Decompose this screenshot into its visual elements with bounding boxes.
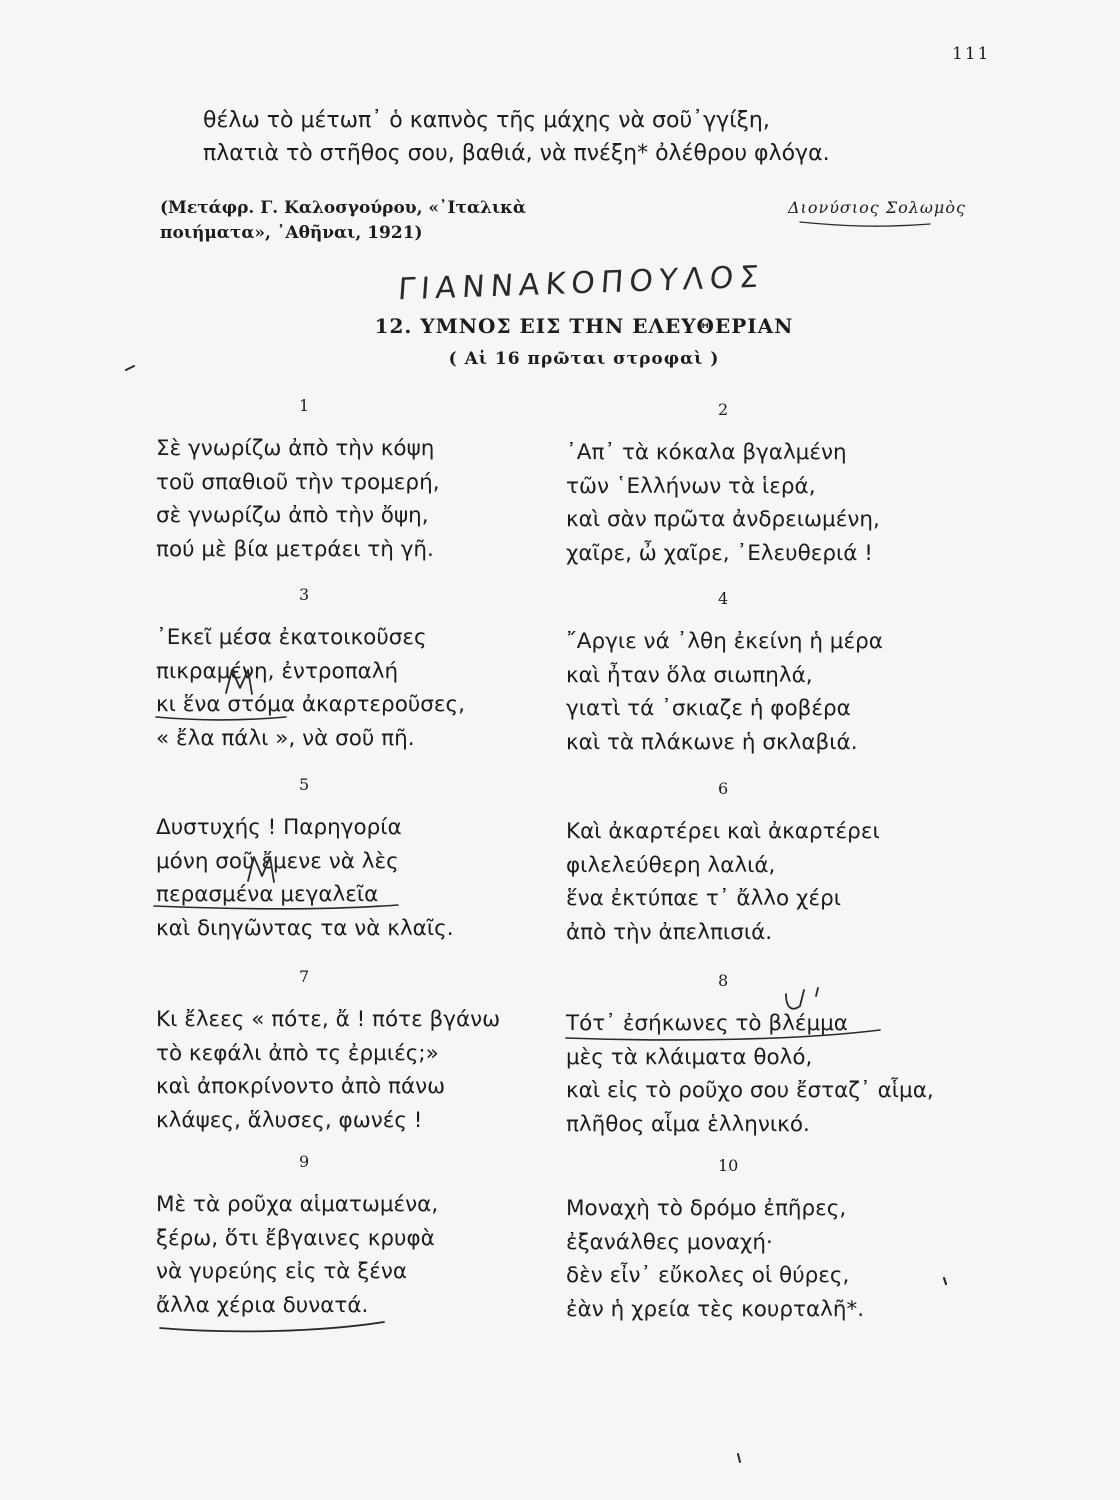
intro-line-2: πλατιὰ τὸ στῆθος σου, βαθιά, νὰ πνέξη* ὀλέθρου φλόγα. bbox=[203, 141, 830, 166]
poem-subtitle: ( Αἱ 16 πρῶται στροφαὶ ) bbox=[448, 349, 720, 369]
stanza-line: τοῦ σπαθιοῦ τὴν τρομερή, bbox=[156, 469, 440, 495]
stanza-lines bbox=[566, 1192, 864, 1326]
stanza-8-correction-mark bbox=[786, 990, 804, 1009]
stanza-line: Τότ᾽ ἐσήκωνες τὸ βλέμμα bbox=[566, 1011, 848, 1036]
stanza-line: καὶ διηγῶντας τα νὰ κλαῖς. bbox=[156, 915, 454, 941]
handwritten-author-name: ΓΙΑΝΝΑΚΟΠΟΥΛΟΣ bbox=[396, 259, 766, 308]
stanza-line: περασμένα μεγαλεῖα bbox=[156, 882, 379, 907]
stanza-line: ἐὰν ἡ χρεία τὲς κουρταλῆ*. bbox=[566, 1296, 865, 1322]
stanza-line: δὲν εἶν᾽ εὔκολες οἱ θύρες, bbox=[566, 1263, 850, 1288]
stanza-line: Μὲ τὰ ροῦχα αἱματωμένα, bbox=[156, 1192, 439, 1217]
stanza-line: ἀπὸ τὴν ἀπελπισιά. bbox=[566, 919, 773, 945]
poem-title: 12. ΥΜΝΟΣ ΕΙΣ ΤΗΝ ΕΛΕΥΘΕΡΙΑΝ bbox=[374, 314, 794, 338]
stanza-lines bbox=[156, 621, 465, 755]
stanza-line: πλῆθος αἷμα ἑλληνικό. bbox=[566, 1111, 810, 1137]
stanza-line: κλάψες, ἅλυσες, φωνές ! bbox=[156, 1107, 423, 1133]
stanza-line: καὶ τὰ πλάκωνε ἡ σκλαβιά. bbox=[566, 729, 858, 755]
stanza-line: νὰ γυρεύης εἰς τὰ ξένα bbox=[156, 1259, 408, 1284]
stanza-line: καὶ ἦταν ὅλα σιωπηλά, bbox=[566, 662, 813, 688]
citation-line-2: ποιήματα», ᾽Αθῆναι, 1921) bbox=[160, 223, 423, 243]
stanza-lines bbox=[156, 432, 440, 566]
stanza-line: Καὶ ἀκαρτέρει καὶ ἀκαρτέρει bbox=[566, 819, 880, 844]
stanza-line: φιλελεύθερη λαλιά, bbox=[566, 852, 776, 878]
stanza-line: τῶν ῾Ελλήνων τὰ ἱερά, bbox=[566, 473, 816, 499]
stanza-line: καὶ ἀποκρίνοντο ἀπὸ πάνω bbox=[156, 1074, 446, 1099]
stanza-number: 8 bbox=[718, 971, 729, 990]
stanza-line: γιατὶ τά ᾽σκιαζε ἡ φοβέρα bbox=[566, 696, 851, 721]
stanza-line: ἕνα ἐκτύπαε τ᾽ ἄλλο χέρι bbox=[566, 886, 841, 911]
stanza-line: ᾽Απ᾽ τὰ κόκαλα βγαλμένη bbox=[566, 440, 847, 465]
stanza-lines bbox=[156, 811, 454, 945]
author-underline-mark bbox=[800, 222, 930, 226]
stanza-line: ᾽Εκεῖ μέσα ἐκατοικοῦσες bbox=[156, 625, 427, 650]
stanza-lines bbox=[156, 1003, 500, 1137]
stanza-line: Σὲ γνωρίζω ἀπὸ τὴν κόψη bbox=[156, 436, 435, 461]
stanza-line: μὲς τὰ κλάιματα θολό, bbox=[566, 1044, 813, 1070]
stanza-number: 10 bbox=[718, 1156, 739, 1175]
margin-mark-bottom bbox=[738, 1454, 740, 1462]
stanza-line: καὶ εἰς τὸ ροῦχο σου ἔσταζ᾽ αἷμα, bbox=[566, 1078, 934, 1103]
stanza-line: μόνη σοῦ ἔμενε νὰ λὲς bbox=[156, 848, 399, 874]
intro-line-1: θέλω τὸ μέτωπ᾽ ὁ καπνὸς τῆς μάχης νὰ σοῦ᾽γγίξη, bbox=[203, 108, 770, 133]
stanza-line: σὲ γνωρίζω ἀπὸ τὴν ὄψη, bbox=[156, 503, 429, 528]
citation-line-1: (Μετάφρ. Γ. Καλοσγούρου, «᾽Ιταλικὰ bbox=[160, 198, 526, 218]
stanza-line: καὶ σὰν πρῶτα ἀνδρειωμένη, bbox=[566, 507, 880, 532]
stanza-line: τὸ κεφάλι ἀπὸ τς ἐρμιές;» bbox=[156, 1040, 439, 1066]
margin-mark-right bbox=[944, 1278, 946, 1284]
stanza-lines bbox=[566, 1007, 934, 1141]
stanza-number: 2 bbox=[718, 400, 729, 419]
stanza-number: 3 bbox=[299, 585, 310, 604]
translation-citation bbox=[160, 196, 526, 246]
stanza-line: Κι ἔλεες « πότε, ἄ ! πότε βγάνω bbox=[156, 1007, 501, 1032]
stanza-number: 1 bbox=[299, 396, 310, 415]
stanza-lines bbox=[566, 625, 883, 759]
stanza-lines bbox=[566, 815, 880, 949]
author-signature: Διονύσιος Σολωμὸς bbox=[788, 198, 966, 217]
stanza-number: 4 bbox=[718, 589, 729, 608]
stanza-line: ξέρω, ὅτι ἔβγαινες κρυφὰ bbox=[156, 1225, 435, 1251]
page-number: 111 bbox=[952, 44, 991, 64]
stanza-line: πού μὲ βία μετράει τὴ γῆ. bbox=[156, 536, 434, 562]
stanza-line: ῎Αργιε νά ᾽λθη ἐκείνη ἡ μέρα bbox=[566, 629, 883, 654]
stanza-line: πικραμένη, ἐντροπαλή bbox=[156, 658, 399, 684]
stanza-9-underline-mark bbox=[160, 1322, 384, 1331]
stanza-lines bbox=[156, 1188, 438, 1322]
stanza-number: 6 bbox=[718, 779, 729, 798]
stanza-number: 5 bbox=[299, 775, 310, 794]
stanza-number: 7 bbox=[299, 967, 310, 986]
stanza-line: Δυστυχής ! Παρηγορία bbox=[156, 815, 402, 840]
stanza-lines bbox=[566, 436, 880, 570]
stanza-line: ἄλλα χέρια δυνατά. bbox=[156, 1292, 369, 1318]
stanza-line: « ἔλα πάλι », νὰ σοῦ πῆ. bbox=[156, 725, 415, 751]
stanza-line: ἐξανάλθες μοναχή· bbox=[566, 1229, 773, 1255]
stanza-line: Μοναχὴ τὸ δρόμο ἐπῆρες, bbox=[566, 1196, 847, 1221]
stanza-line: κι ἕνα στόμα ἀκαρτεροῦσες, bbox=[156, 692, 465, 717]
stanza-line: χαῖρε, ὦ χαῖρε, ᾽Ελευθεριά ! bbox=[566, 540, 873, 566]
stanza-number: 9 bbox=[299, 1152, 310, 1171]
